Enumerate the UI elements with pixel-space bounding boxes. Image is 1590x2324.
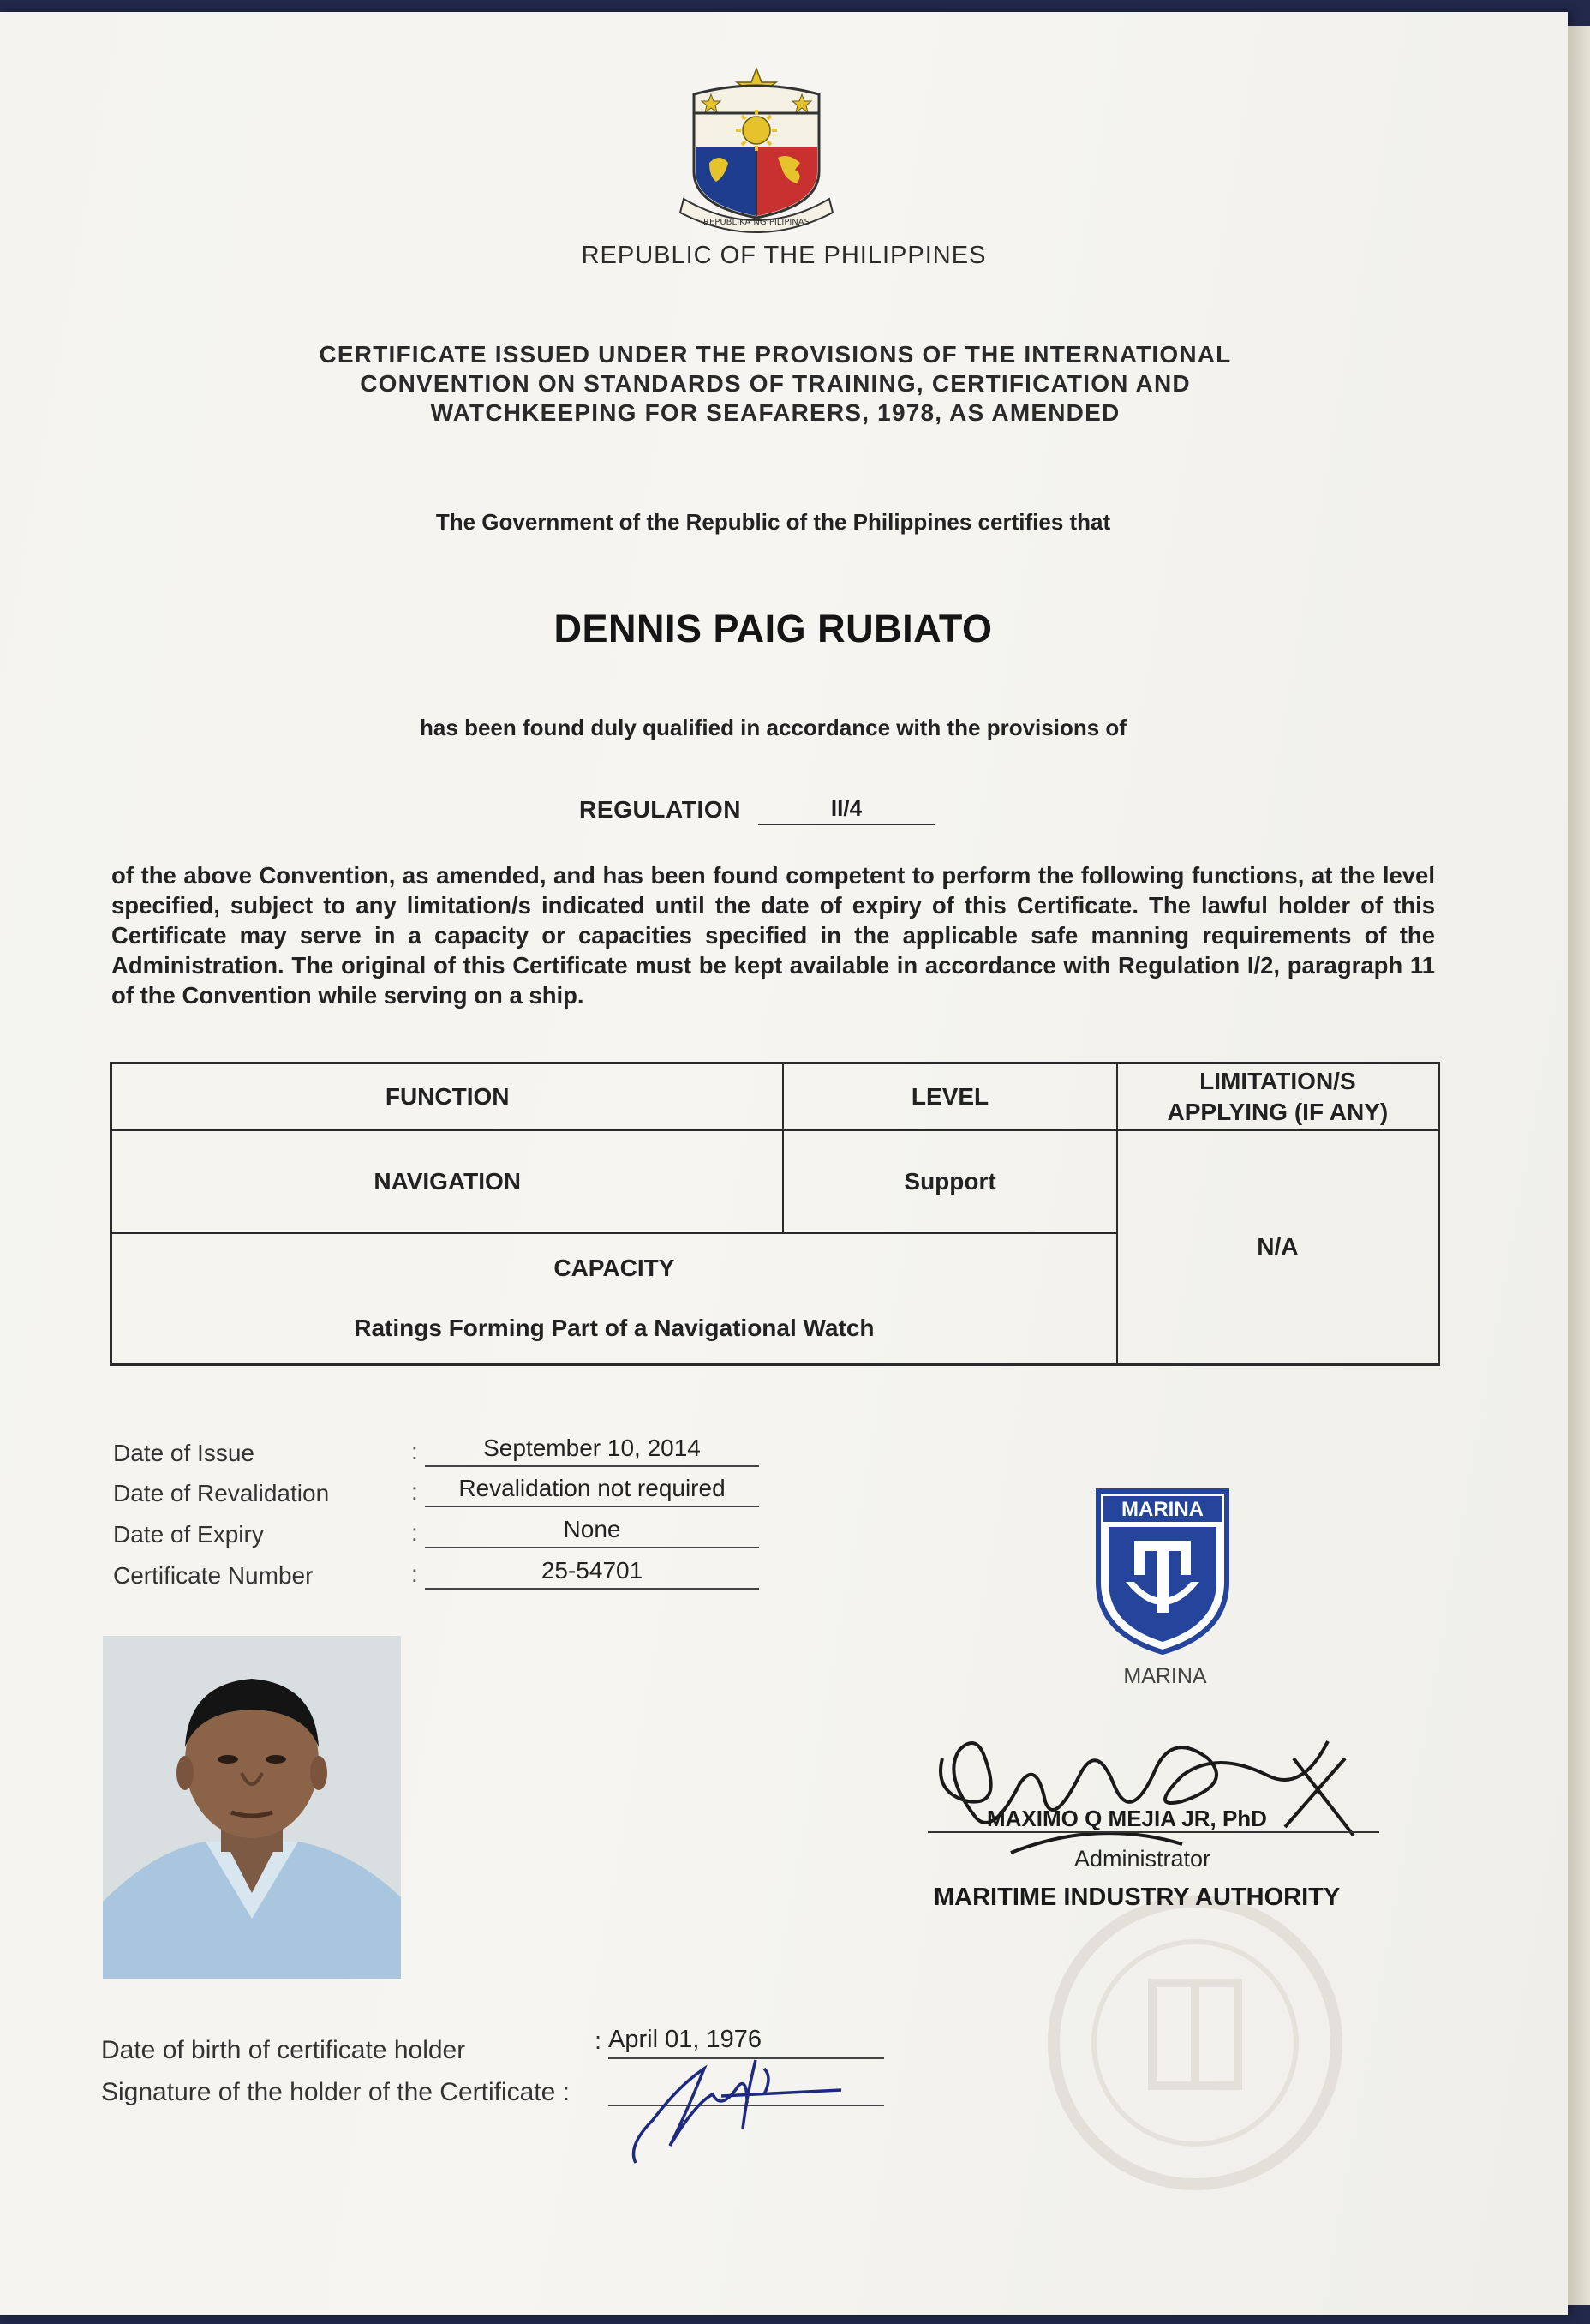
date-of-issue-label: Date of Issue (113, 1440, 254, 1466)
function-cell: NAVIGATION (111, 1130, 784, 1233)
marina-logo-text: MARINA (1121, 1498, 1204, 1521)
limitations-header-line1: LIMITATION/S (1199, 1067, 1356, 1094)
date-of-expiry-label: Date of Expiry (113, 1521, 264, 1548)
dob-label: Date of birth of certificate holder (101, 2036, 466, 2064)
colon: : (411, 1519, 418, 1546)
holder-photo (103, 1636, 401, 1979)
competency-paragraph: of the above Convention, as amended, and has been found competent to perform the following functions, at the level specified, subject to any limitation/s indicated until the date of expiry of this Certificate. The lawful holder of this Certificate may serve in a capacity or capacities specified in the applicable safe manning requirements of the Administration. The original of this Certificate must be kept available in accordance with Regulation I/2, paragraph 11 of the Convention while serving on a ship. (111, 862, 1435, 1009)
heading-line-1: CERTIFICATE ISSUED UNDER THE PROVISIONS OF THE INTERNATIONAL (319, 341, 1232, 368)
limitations-header-line2: APPLYING (IF ANY) (1167, 1098, 1389, 1125)
certificate-paper (0, 12, 1568, 2315)
holder-name: DENNIS PAIG RUBIATO (553, 607, 993, 650)
certificate-number-label: Certificate Number (113, 1562, 314, 1589)
heading-line-3: WATCHKEEPING FOR SEAFARERS, 1978, AS AMENDED (430, 399, 1121, 426)
heading-line-2: CONVENTION ON STANDARDS OF TRAINING, CERTIFICATION AND (360, 370, 1191, 397)
limitations-cell: N/A (1117, 1130, 1439, 1365)
paper-edge (1568, 26, 1590, 2305)
qualified-statement: has been found duly qualified in accordance with the provisions of (420, 715, 1127, 740)
limitations-header (1117, 1063, 1439, 1130)
marina-caption: MARINA (1123, 1664, 1207, 1688)
date-of-revalidation-label: Date of Revalidation (113, 1480, 330, 1506)
administrator-name: MAXIMO Q MEJIA JR, PhD (987, 1806, 1267, 1831)
date-of-revalidation-value: Revalidation not required (425, 1475, 759, 1507)
certificate-number-value: 25-54701 (425, 1557, 759, 1590)
regulation-value: II/4 (758, 795, 935, 825)
date-of-expiry-value: None (425, 1516, 759, 1548)
dob-colon: : (595, 2028, 602, 2055)
issuing-authority: MARITIME INDUSTRY AUTHORITY (934, 1884, 1341, 1911)
date-of-issue-value: September 10, 2014 (425, 1435, 759, 1467)
dob-value: April 01, 1976 (608, 2026, 884, 2059)
colon: : (411, 1560, 418, 1587)
marina-logo-icon (1095, 1488, 1230, 1655)
capacity-value: Ratings Forming Part of a Navigational Watch (354, 1315, 875, 1342)
level-cell: Support (783, 1130, 1116, 1233)
holder-signature-label: Signature of the holder of the Certificate : (101, 2078, 570, 2106)
certifies-intro: The Government of the Republic of the Philippines certifies that (435, 509, 1111, 535)
capacity-label: CAPACITY (553, 1255, 675, 1282)
coat-of-arms-icon (675, 62, 838, 237)
colon: : (411, 1438, 418, 1464)
embossed-seal-icon (1007, 1880, 1384, 2197)
country-title: REPUBLIC OF THE PHILIPPINES (581, 242, 987, 269)
colon: : (411, 1478, 418, 1505)
holder-signature (619, 2043, 850, 2171)
function-table (110, 1062, 1440, 1366)
svg-text:REPUBLIKA NG PILIPINAS: REPUBLIKA NG PILIPINAS (703, 218, 810, 227)
administrator-title: Administrator (1074, 1846, 1211, 1872)
regulation-label: REGULATION (579, 796, 742, 823)
level-header: LEVEL (783, 1063, 1116, 1130)
administrator-signature (925, 1724, 1362, 1861)
function-header: FUNCTION (111, 1063, 784, 1130)
capacity-cell (111, 1233, 1117, 1365)
